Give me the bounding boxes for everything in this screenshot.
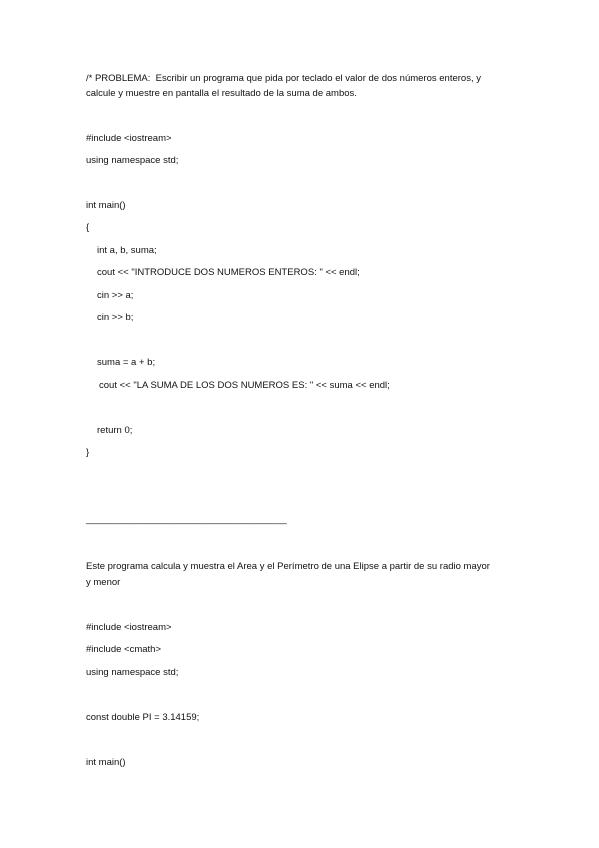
main-declaration-2: int main()	[86, 757, 126, 768]
sum-statement: suma = a + b;	[97, 357, 156, 368]
include-iostream: #include <iostream>	[86, 133, 172, 144]
comment-line-2: calcule y muestre en pantalla el resultado de la suma de ambos.	[86, 88, 357, 99]
cin-a: cin >> a;	[97, 290, 134, 301]
cout-prompt: cout << "INTRODUCE DOS NUMEROS ENTEROS: " << endl;	[97, 267, 360, 278]
separator-line: ______________________________________	[86, 514, 287, 525]
main-declaration: int main()	[86, 200, 126, 211]
using-namespace-2: using namespace std;	[86, 667, 179, 678]
cin-b: cin >> b;	[97, 312, 134, 323]
return-statement: return 0;	[97, 425, 133, 436]
const-pi: const double PI = 3.14159;	[86, 712, 200, 723]
open-brace: {	[86, 222, 90, 233]
variable-declaration: int a, b, suma;	[97, 245, 157, 256]
include-iostream-2: #include <iostream>	[86, 622, 172, 633]
description-line-1: Este programa calcula y muestra el Area y el Perímetro de una Elipse a partir de su radio mayor	[86, 561, 490, 572]
comment-line-1: /* PROBLEMA: Escribir un programa que pida por teclado el valor de dos números enteros, y	[86, 73, 481, 84]
using-namespace: using namespace std;	[86, 155, 179, 166]
description-line-2: y menor	[86, 577, 121, 588]
include-cmath: #include <cmath>	[86, 644, 161, 655]
cout-result: cout << "LA SUMA DE LOS DOS NUMEROS ES: " << suma << endl;	[99, 380, 390, 391]
close-brace: }	[86, 447, 90, 458]
